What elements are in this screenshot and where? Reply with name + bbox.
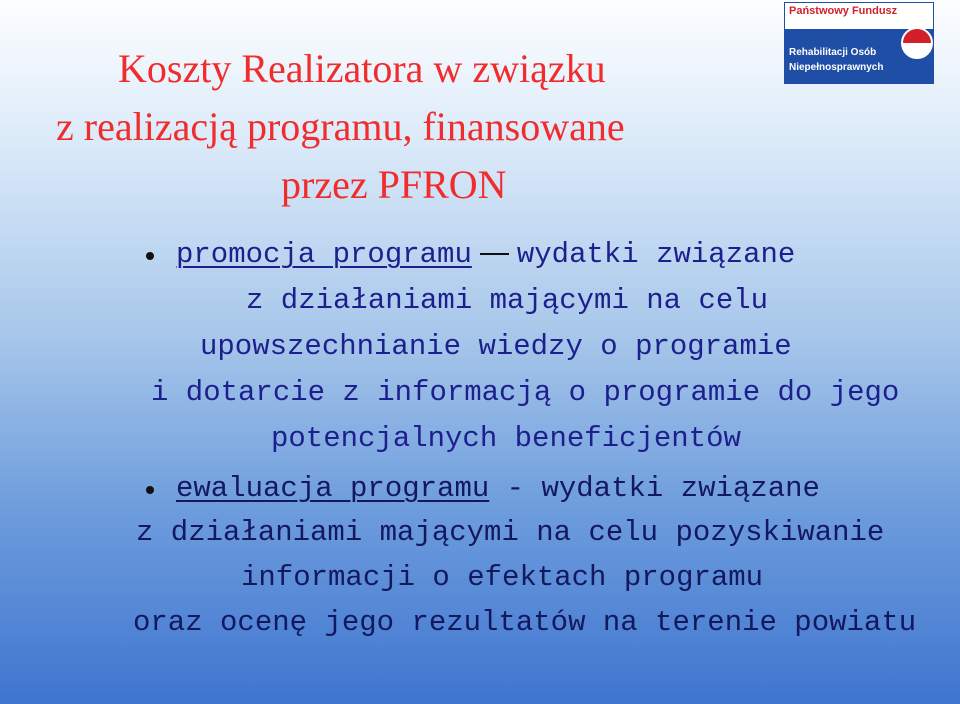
logo-line-1: Rehabilitacji Osób (789, 47, 877, 58)
bullet-1-line-3: upowszechnianie wiedzy o programie (200, 330, 792, 363)
bullet-2-line-3: informacji o efektach programu (241, 561, 764, 594)
bullet-2-line-4: oraz ocenę jego rezultatów na terenie powiatu (133, 606, 917, 639)
bullet-1-term: promocja programu (176, 238, 472, 271)
logo-emblem-icon (901, 27, 933, 59)
title-line-2: z realizacją programu, finansowane (56, 104, 625, 149)
bullet-2-line-1 (176, 472, 820, 506)
bullet-point-icon (146, 252, 154, 260)
bullet-1-line-1 (176, 238, 795, 272)
bullet-1-line-4: i dotarcie z informacją o programie do jego (151, 376, 900, 409)
bullet-1-line-2: z działaniami mającymi na celu (246, 284, 769, 317)
bullet-2-line-1-rest: - wydatki związane (489, 472, 820, 505)
pfron-logo (784, 2, 934, 84)
title-line-3: przez PFRON (281, 162, 507, 207)
dash-separator (480, 253, 509, 255)
bullet-1-line-5: potencjalnych beneficjentów (271, 422, 741, 455)
logo-line-2: Niepełnosprawnych (789, 62, 884, 73)
bullet-point-icon (146, 486, 154, 494)
bullet-2-term: ewaluacja programu (176, 472, 490, 505)
bullet-2-line-2: z działaniami mającymi na celu pozyskiwanie (136, 516, 885, 549)
bullet-1-line-1-rest: wydatki związane (516, 238, 796, 271)
title-line-1: Koszty Realizatora w związku (118, 46, 606, 91)
logo-top-text: Państwowy Fundusz (789, 5, 898, 17)
